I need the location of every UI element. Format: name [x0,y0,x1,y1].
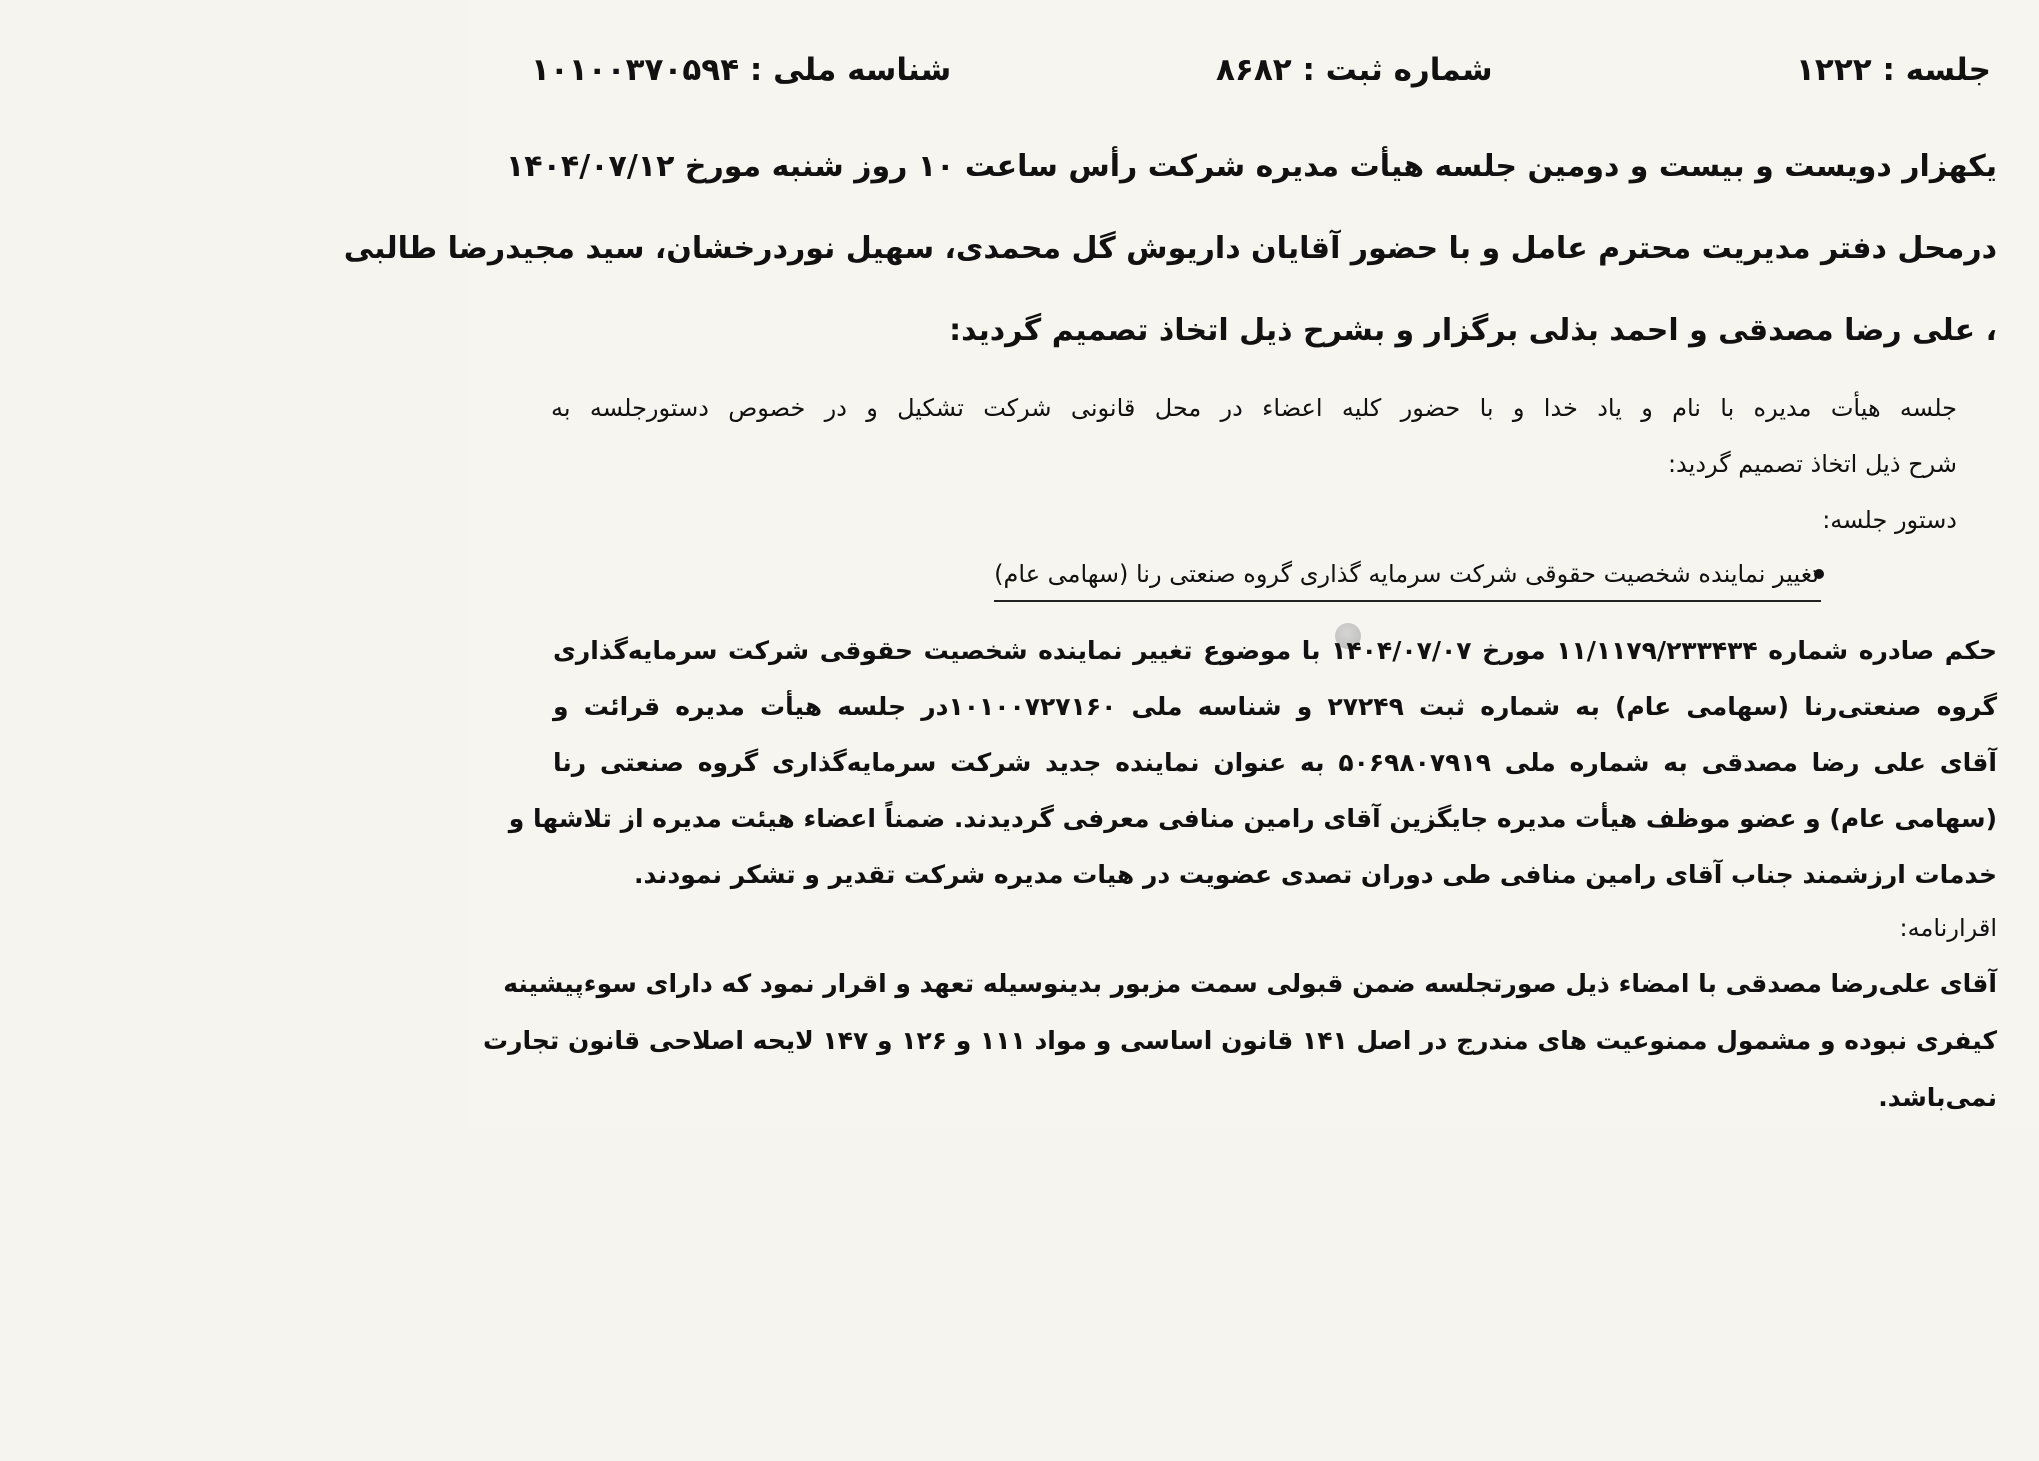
ruling-line: خدمات ارزشمند جناب آقای رامین منافی طی دوران تصدی عضویت در هیات مدیره شرکت تقدیر و تشکر نمودند. [634,860,1997,889]
agenda-title: دستور جلسه: [1822,506,1957,534]
declaration-line: نمی‌باشد. [1878,1083,1997,1112]
intro-line: یکهزار دویست و بیست و دومین جلسه هیأت مدیره شرکت رأس ساعت ۱۰ روز شنبه مورخ ۱۴۰۴/۰۷/۱۲ [506,149,1997,184]
ruling-line: آقای علی رضا مصدقی به شماره ملی ۵۰۶۹۸۰۷۹۱۹ به عنوان نماینده جدید شرکت سرمایه‌گذاری گروه صنعتی رنا [553,748,1997,777]
declaration-line: کیفری نبوده و مشمول ممنوعیت های مندرج در اصل ۱۴۱ قانون اساسی و مواد ۱۱۱ و ۱۲۶ و ۱۴۷ لایحه اصلاحی قانون تجارت [483,1026,1997,1055]
agenda-item: تغییر نماینده شخصیت حقوقی شرکت سرمایه گذاری گروه صنعتی رنا (سهامی عام) [994,550,1821,602]
declaration-paragraph [483,955,1997,1126]
ruling-paragraph [508,623,1997,903]
ruling-line: گروه صنعتی‌رنا (سهامی عام) به شماره ثبت ۲۷۲۴۹ و شناسه ملی ۱۰۱۰۰۷۲۷۱۶۰در جلسه هیأت مدیره قرائت و [553,692,1997,721]
intro-line: ، علی رضا مصدقی و احمد بذلی برگزار و بشرح ذیل اتخاذ تصمیم گردید: [949,313,1997,348]
opening-paragraph [551,380,1957,492]
declaration-title: اقرارنامه: [1899,914,1997,942]
document-page [343,0,2039,1128]
national-id: شناسه ملی : ۱۰۱۰۰۳۷۰۵۹۴ [531,52,952,88]
opening-line: شرح ذیل اتخاذ تصمیم گردید: [1667,450,1957,478]
registration-number: شماره ثبت : ۸۶۸۲ [1216,52,1493,88]
session-number: جلسه : ۱۲۲۲ [1795,52,1991,88]
opening-line: جلسه هیأت مدیره با نام و یاد خدا و با حضور کلیه اعضاء در محل قانونی شرکت تشکیل و در خصوص دستورجلسه به [551,394,1957,422]
ruling-line: حکم صادره شماره ۱۱/۱۱۷۹/۲۳۳۴۳۴ مورخ ۱۴۰۴/۰۷/۰۷ با موضوع تغییر نماینده شخصیت حقوقی شرکت سرمایه‌گذاری [553,636,1997,665]
declaration-line: آقای علی‌رضا مصدقی با امضاء ذیل صورتجلسه ضمن قبولی سمت مزبور بدینوسیله تعهد و اقرار نمود که دارای سوءپیشینه [503,969,1997,998]
ruling-line: (سهامی عام) و عضو موظف هیأت مدیره جایگزین آقای رامین منافی معرفی گردیدند. ضمناً اعضاء هیئت مدیره از تلاشها و [508,804,1997,833]
intro-line: درمحل دفتر مدیریت محترم عامل و با حضور آقایان داریوش گل محمدی، سهیل نوردرخشان، سید مجیدرضا طالبی [343,231,1997,266]
meeting-intro [343,126,1997,372]
